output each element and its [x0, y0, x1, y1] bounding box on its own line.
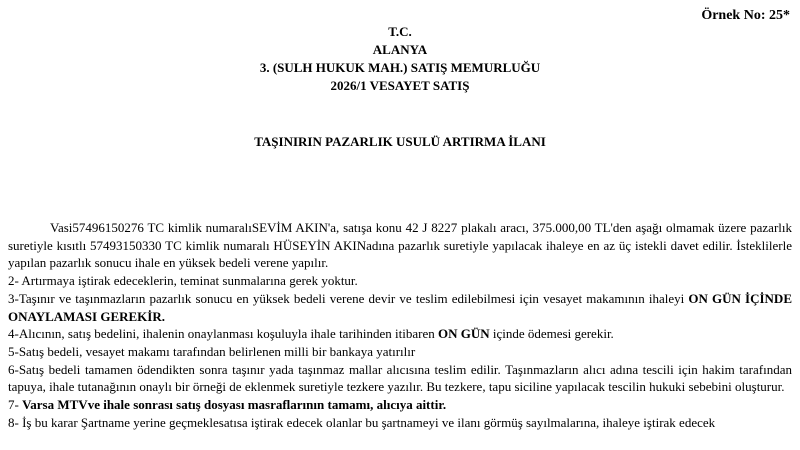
document-header: [0, 23, 800, 95]
header-office: 3. (SULH HUKUK MAH.) SATIŞ MEMURLUĞU: [259, 60, 541, 75]
header-tc: T.C.: [388, 24, 412, 39]
document-title: TAŞINIRIN PAZARLIK USULÜ ARTIRMA İLANI: [254, 134, 546, 149]
paragraph-7-emphasis: Varsa MTVve ihale sonrası satış dosyası masraflarının tamamı, alıcıya aittir.: [22, 397, 447, 413]
paragraph-3-emphasis: ON GÜN İÇİNDE ONAYLAMASI GEREKİR.: [8, 290, 792, 324]
header-city: ALANYA: [372, 42, 428, 57]
paragraph-1: Vasi57496150276 TC kimlik numaralıSEVİM AKIN'a, satışa konu 42 J 8227 plakalı aracı, 375.000,00 TL'den aşağı olmamak üzere pazarlık suretiyle kısıtlı 57493150330 TC kimlik numaralı HÜSEYİN AKINadına pazarlık suretiyle yapılacak ihaleye en az üç istekli davet edilir. İsteklilerle yapılan pazarlık sonucu ihale en yüksek bedeli verene yapılır.: [8, 220, 792, 271]
paragraph-6: 6-Satış bedeli tamamen ödendikten sonra taşınır yada taşınmaz mallar alıcısına teslim edilir. Taşınmazların alıcı adına tescili için hakim tarafından tapuya, ihale tutanağının onaylı bir örneği de eklenmek suretiyle tezkere yazılır. Bu tezkere, tapu siciline yapılacak tescilin hukuki sebebini oluşturur.: [8, 361, 792, 395]
paragraph-7-number: 7-: [8, 397, 23, 413]
paragraph-8: 8- İş bu karar Şartname yerine geçmeklesatısa iştirak edecek olanlar bu şartnameyi ve ilanı görmüş sayılmalarına, ihaleye iştirak edecek: [8, 414, 716, 430]
paragraph-4-text: 4-Alıcının, satış bedelini, ihalenin onaylanması koşuluyla ihale tarihinden itibaren: [8, 326, 438, 342]
paragraph-3: [8, 290, 792, 325]
document-body: [8, 219, 792, 431]
sample-number: Örnek No: 25*: [701, 8, 790, 23]
paragraph-4-emphasis: ON GÜN: [437, 326, 490, 342]
paragraph-2: 2- Artırmaya iştirak edeceklerin, teminat sunmalarına gerek yoktur.: [8, 273, 358, 289]
paragraph-4: [8, 325, 792, 343]
paragraph-5: 5-Satış bedeli, vesayet makamı tarafından belirlenen milli bir bankaya yatırılır: [8, 343, 416, 359]
paragraph-3-text: 3-Taşınır ve taşınmazların pazarlık sonucu en yüksek bedeli verene devir ve teslim edilebilmesi için vesayet makamının ihaleyi: [8, 290, 689, 306]
header-file-number: 2026/1 VESAYET SATIŞ: [330, 78, 470, 93]
paragraph-7: [8, 396, 792, 414]
paragraph-4-text-end: içinde ödemesi gerekir.: [489, 326, 614, 342]
